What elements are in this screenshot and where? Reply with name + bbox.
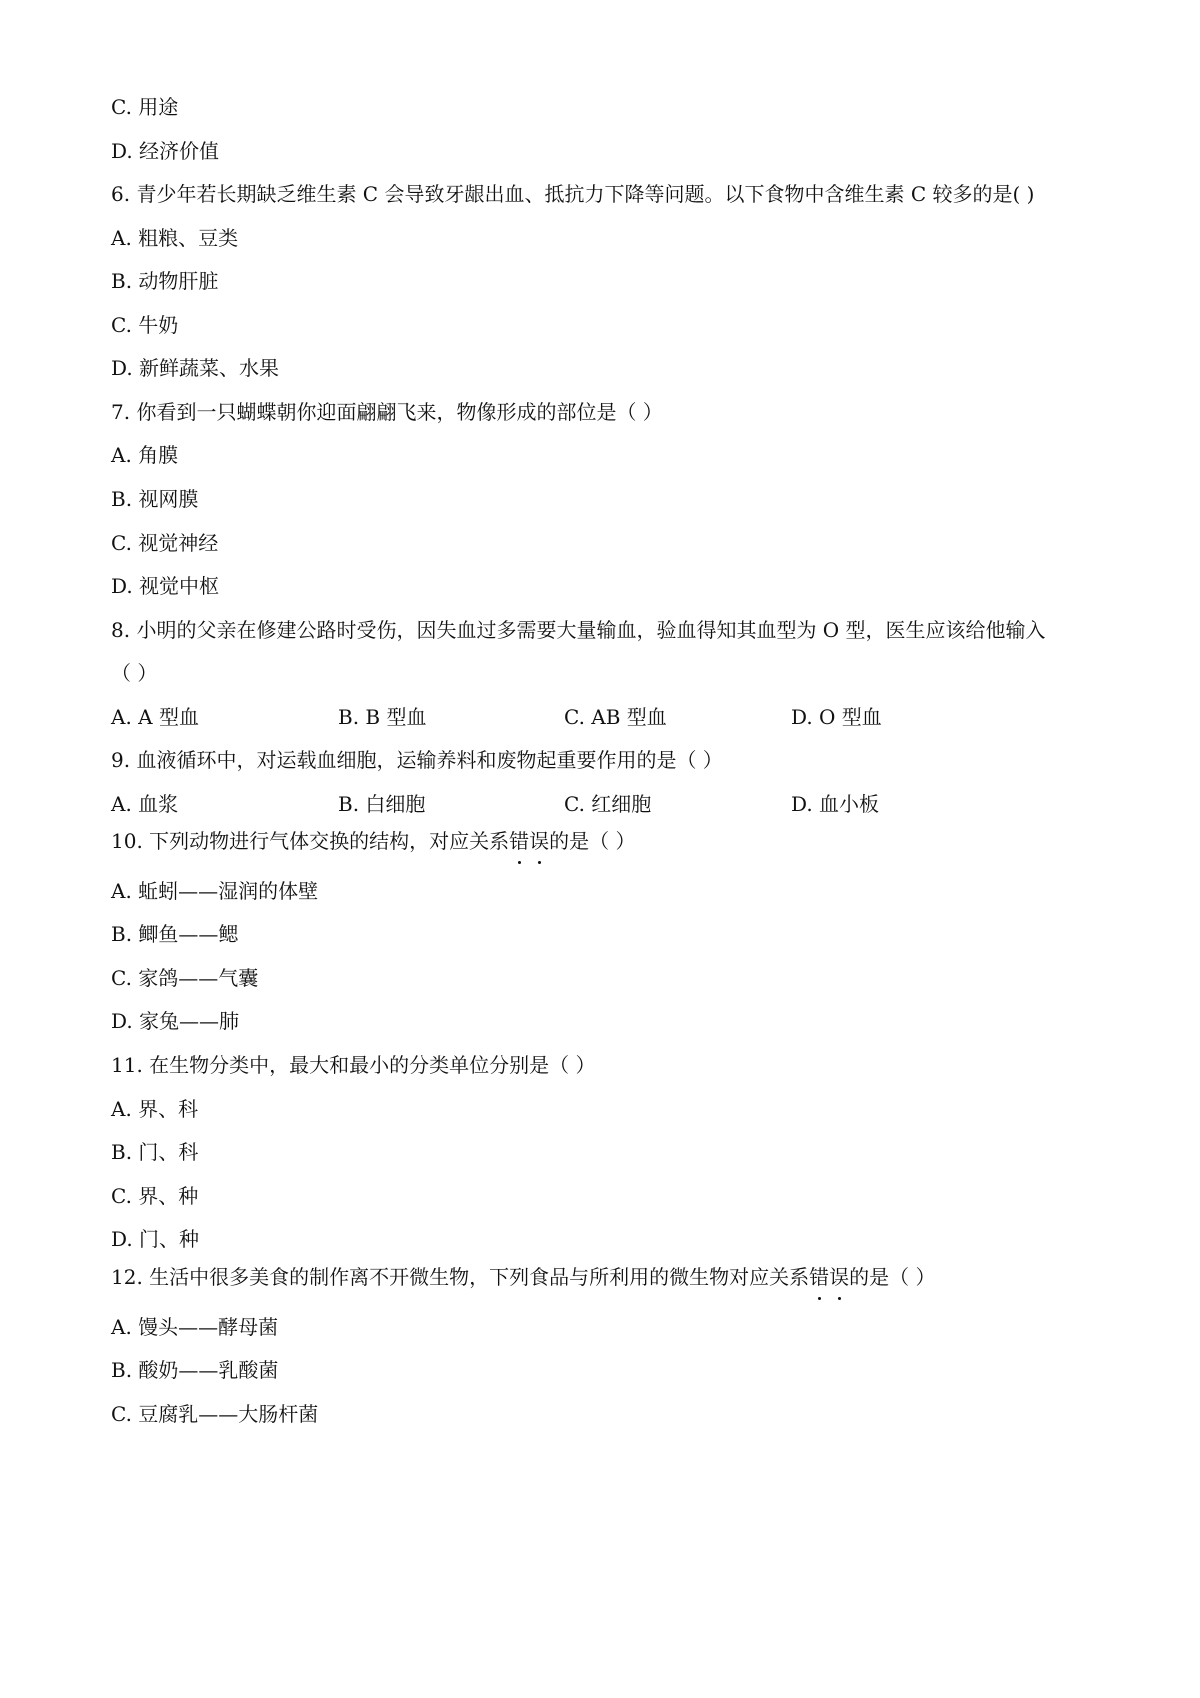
question-11: 11. 在生物分类中，最大和最小的分类单位分别是（ ） <box>111 1053 596 1077</box>
q12-emphasis-char-1: 错 <box>809 1262 829 1292</box>
option-d-text: D. 经济价值 <box>111 139 220 163</box>
question-8-answer-blank: （ ） <box>111 661 158 685</box>
q11-option-d: D. 门、种 <box>111 1227 200 1251</box>
q12-text-pre: 12. 生活中很多美食的制作离不开微生物，下列食品与所利用的微生物对应关系 <box>111 1265 810 1289</box>
q6-option-d: D. 新鲜蔬菜、水果 <box>111 356 280 380</box>
q10-option-b: B. 鲫鱼——鳃 <box>111 922 239 946</box>
q8-option-a: A. A 型血 <box>111 705 199 729</box>
q9-option-a: A. 血浆 <box>111 792 179 816</box>
q10-emphasis-char-1: 错 <box>509 826 529 856</box>
question-10 <box>111 826 636 856</box>
q10-emphasis-char-2: 误 <box>529 826 549 856</box>
q10-option-c: C. 家鸽——气囊 <box>111 966 259 990</box>
question-7: 7. 你看到一只蝴蝶朝你迎面翩翩飞来，物像形成的部位是（ ） <box>111 400 663 424</box>
q6-option-c: C. 牛奶 <box>111 313 179 337</box>
q8-option-c: C. AB 型血 <box>564 705 667 729</box>
option-c-text: C. 用途 <box>111 95 179 119</box>
q9-option-d: D. 血小板 <box>791 792 880 816</box>
q7-option-b: B. 视网膜 <box>111 487 199 511</box>
question-12 <box>111 1262 936 1292</box>
q7-option-a: A. 角膜 <box>111 443 179 467</box>
question-6: 6. 青少年若长期缺乏维生素 C 会导致牙龈出血、抵抗力下降等问题。以下食物中含维生素 C 较多的是( ) <box>111 182 1035 206</box>
q12-emphasis-char-2: 误 <box>829 1262 849 1292</box>
q9-option-c: C. 红细胞 <box>564 792 652 816</box>
q10-text-post: 的是（ ） <box>549 829 636 853</box>
q7-option-d: D. 视觉中枢 <box>111 574 220 598</box>
q12-option-a: A. 馒头——酵母菌 <box>111 1315 279 1339</box>
q9-option-b: B. 白细胞 <box>338 792 426 816</box>
q8-option-d: D. O 型血 <box>791 705 882 729</box>
q9-options-row <box>111 789 1111 819</box>
q11-option-b: B. 门、科 <box>111 1140 199 1164</box>
q8-options-row <box>111 702 1111 732</box>
q10-text-pre: 10. 下列动物进行气体交换的结构，对应关系 <box>111 829 510 853</box>
q8-option-b: B. B 型血 <box>338 705 427 729</box>
q6-option-a: A. 粗粮、豆类 <box>111 226 239 250</box>
question-9: 9. 血液循环中，对运载血细胞，运输养料和废物起重要作用的是（ ） <box>111 748 723 772</box>
q11-option-c: C. 界、种 <box>111 1184 199 1208</box>
q10-option-d: D. 家兔——肺 <box>111 1009 240 1033</box>
question-8: 8. 小明的父亲在修建公路时受伤，因失血过多需要大量输血，验血得知其血型为 O 型，医生应该给他输入 <box>111 618 1046 642</box>
q7-option-c: C. 视觉神经 <box>111 531 219 555</box>
q12-text-post: 的是（ ） <box>849 1265 936 1289</box>
q6-option-b: B. 动物肝脏 <box>111 269 219 293</box>
q12-option-b: B. 酸奶——乳酸菌 <box>111 1358 279 1382</box>
q12-option-c: C. 豆腐乳——大肠杆菌 <box>111 1402 319 1426</box>
q11-option-a: A. 界、科 <box>111 1097 199 1121</box>
q10-option-a: A. 蚯蚓——湿润的体壁 <box>111 879 319 903</box>
